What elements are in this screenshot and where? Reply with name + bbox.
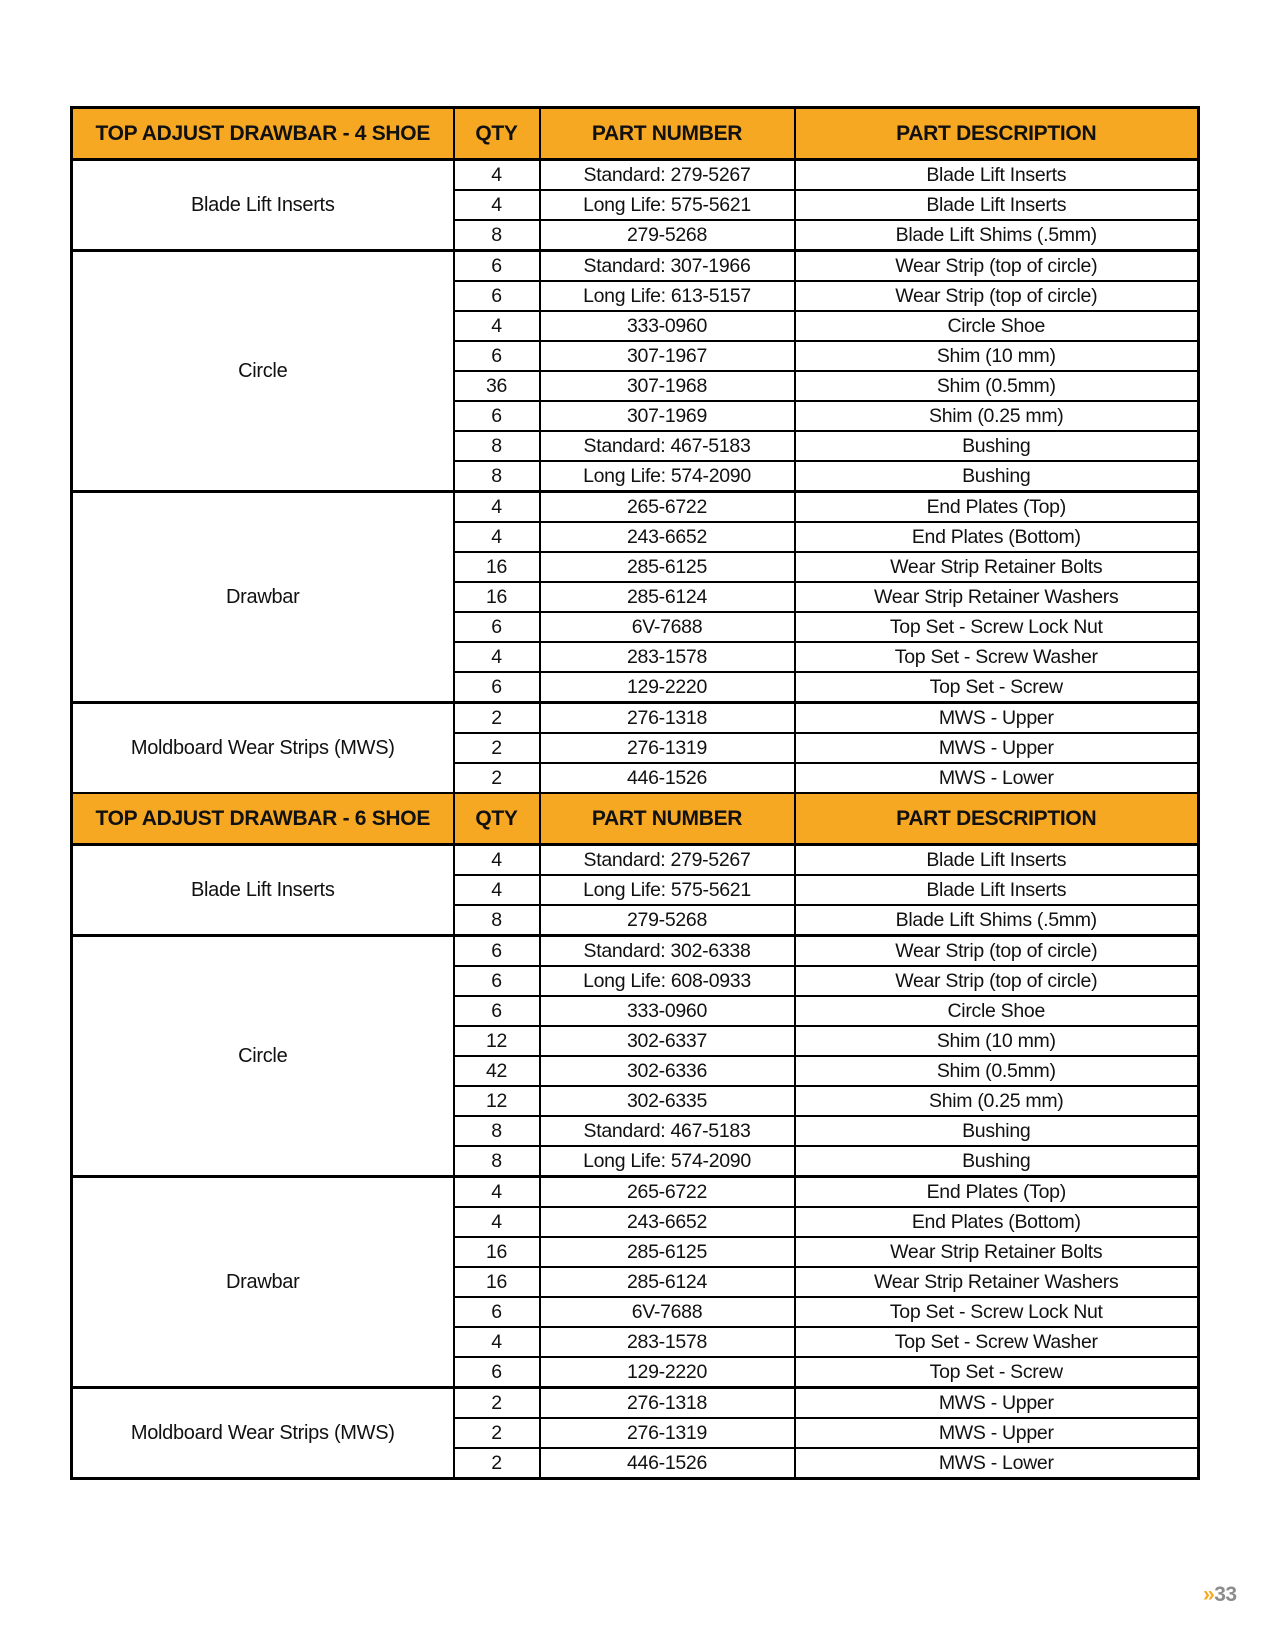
qty-cell: 6	[454, 936, 540, 967]
part-description-cell: Bushing	[795, 431, 1199, 461]
part-number-cell: 285-6125	[540, 1237, 795, 1267]
part-description-cell: Blade Lift Inserts	[795, 845, 1199, 876]
part-number-header-cell: PART NUMBER	[540, 108, 795, 160]
part-description-cell: Shim (0.25 mm)	[795, 1086, 1199, 1116]
part-description-cell: MWS - Upper	[795, 703, 1199, 734]
qty-cell: 2	[454, 733, 540, 763]
part-number-cell: 283-1578	[540, 642, 795, 672]
section-header-row	[72, 108, 1199, 160]
part-number-cell: 129-2220	[540, 672, 795, 703]
part-number-cell: 276-1318	[540, 1388, 795, 1419]
qty-cell: 8	[454, 905, 540, 936]
qty-cell: 6	[454, 281, 540, 311]
qty-cell: 6	[454, 1357, 540, 1388]
qty-cell: 2	[454, 1388, 540, 1419]
table-row	[72, 1177, 1199, 1208]
part-description-cell: MWS - Upper	[795, 733, 1199, 763]
qty-cell: 12	[454, 1086, 540, 1116]
part-number-cell: 265-6722	[540, 1177, 795, 1208]
part-number-cell: Long Life: 613-5157	[540, 281, 795, 311]
category-cell: Blade Lift Inserts	[72, 845, 454, 936]
part-description-cell: Top Set - Screw Washer	[795, 1327, 1199, 1357]
part-number-cell: Standard: 302-6338	[540, 936, 795, 967]
part-description-cell: Bushing	[795, 1116, 1199, 1146]
part-description-cell: Shim (0.25 mm)	[795, 401, 1199, 431]
category-cell: Moldboard Wear Strips (MWS)	[72, 1388, 454, 1479]
part-number-cell: Standard: 279-5267	[540, 160, 795, 191]
section-header-row	[72, 793, 1199, 845]
qty-cell: 16	[454, 552, 540, 582]
part-number-cell: 276-1319	[540, 1418, 795, 1448]
qty-cell: 6	[454, 401, 540, 431]
category-cell: Drawbar	[72, 1177, 454, 1388]
part-description-cell: End Plates (Bottom)	[795, 1207, 1199, 1237]
part-number-cell: 243-6652	[540, 1207, 795, 1237]
part-number-cell: Long Life: 575-5621	[540, 190, 795, 220]
part-description-cell: MWS - Upper	[795, 1388, 1199, 1419]
part-description-cell: MWS - Lower	[795, 1448, 1199, 1479]
qty-cell: 6	[454, 1297, 540, 1327]
table-row	[72, 936, 1199, 967]
part-number-cell: Long Life: 574-2090	[540, 461, 795, 492]
qty-cell: 6	[454, 341, 540, 371]
part-description-cell: Circle Shoe	[795, 311, 1199, 341]
chevron-right-icon: »	[1203, 1583, 1215, 1606]
category-cell: Blade Lift Inserts	[72, 160, 454, 251]
part-number-cell: 302-6336	[540, 1056, 795, 1086]
qty-cell: 6	[454, 672, 540, 703]
qty-cell: 4	[454, 1177, 540, 1208]
qty-cell: 6	[454, 966, 540, 996]
qty-cell: 6	[454, 612, 540, 642]
qty-cell: 16	[454, 1237, 540, 1267]
qty-cell: 4	[454, 875, 540, 905]
table-row	[72, 1388, 1199, 1419]
qty-cell: 4	[454, 492, 540, 523]
qty-cell: 2	[454, 703, 540, 734]
part-number-cell: Standard: 467-5183	[540, 1116, 795, 1146]
part-number-cell: 283-1578	[540, 1327, 795, 1357]
part-number-cell: 6V-7688	[540, 1297, 795, 1327]
part-number-header-cell: PART NUMBER	[540, 793, 795, 845]
part-number-cell: 285-6125	[540, 552, 795, 582]
part-description-cell: Wear Strip Retainer Bolts	[795, 552, 1199, 582]
table-row	[72, 703, 1199, 734]
part-number-cell: 307-1968	[540, 371, 795, 401]
part-description-cell: Bushing	[795, 461, 1199, 492]
part-description-cell: Wear Strip (top of circle)	[795, 281, 1199, 311]
category-cell: Circle	[72, 936, 454, 1177]
part-description-cell: Top Set - Screw Lock Nut	[795, 612, 1199, 642]
part-description-cell: Wear Strip (top of circle)	[795, 251, 1199, 282]
part-description-cell: Bushing	[795, 1146, 1199, 1177]
qty-cell: 4	[454, 522, 540, 552]
category-cell: Drawbar	[72, 492, 454, 703]
part-number-cell: Long Life: 575-5621	[540, 875, 795, 905]
qty-cell: 16	[454, 1267, 540, 1297]
qty-cell: 6	[454, 996, 540, 1026]
qty-cell: 4	[454, 845, 540, 876]
category-cell: Circle	[72, 251, 454, 492]
part-number-cell: 265-6722	[540, 492, 795, 523]
qty-cell: 8	[454, 461, 540, 492]
part-number-cell: 307-1969	[540, 401, 795, 431]
part-number-cell: 446-1526	[540, 763, 795, 793]
part-number-cell: Standard: 279-5267	[540, 845, 795, 876]
qty-cell: 8	[454, 1146, 540, 1177]
qty-cell: 16	[454, 582, 540, 612]
section-title-cell: TOP ADJUST DRAWBAR - 4 SHOE	[72, 108, 454, 160]
table-row	[72, 845, 1199, 876]
qty-cell: 2	[454, 763, 540, 793]
qty-cell: 4	[454, 160, 540, 191]
part-number-cell: 446-1526	[540, 1448, 795, 1479]
part-description-cell: Blade Lift Inserts	[795, 190, 1199, 220]
parts-table	[70, 106, 1200, 1480]
page-number	[1203, 1583, 1237, 1607]
qty-cell: 6	[454, 251, 540, 282]
part-description-cell: Blade Lift Shims (.5mm)	[795, 905, 1199, 936]
qty-header-cell: QTY	[454, 793, 540, 845]
qty-cell: 42	[454, 1056, 540, 1086]
part-description-cell: Shim (0.5mm)	[795, 1056, 1199, 1086]
page-number-value: 33	[1214, 1583, 1237, 1606]
part-description-cell: Top Set - Screw Washer	[795, 642, 1199, 672]
qty-header-cell: QTY	[454, 108, 540, 160]
qty-cell: 4	[454, 190, 540, 220]
part-description-cell: Top Set - Screw Lock Nut	[795, 1297, 1199, 1327]
part-number-cell: 243-6652	[540, 522, 795, 552]
part-description-cell: Top Set - Screw	[795, 672, 1199, 703]
part-number-cell: 276-1319	[540, 733, 795, 763]
part-description-cell: Blade Lift Shims (.5mm)	[795, 220, 1199, 251]
qty-cell: 8	[454, 220, 540, 251]
part-number-cell: Standard: 467-5183	[540, 431, 795, 461]
part-number-cell: 285-6124	[540, 1267, 795, 1297]
part-description-cell: End Plates (Bottom)	[795, 522, 1199, 552]
part-number-cell: Long Life: 574-2090	[540, 1146, 795, 1177]
part-description-cell: End Plates (Top)	[795, 492, 1199, 523]
part-description-cell: Blade Lift Inserts	[795, 160, 1199, 191]
part-description-cell: Wear Strip Retainer Bolts	[795, 1237, 1199, 1267]
part-description-cell: Wear Strip (top of circle)	[795, 936, 1199, 967]
part-description-header-cell: PART DESCRIPTION	[795, 108, 1199, 160]
category-cell: Moldboard Wear Strips (MWS)	[72, 703, 454, 794]
qty-cell: 4	[454, 642, 540, 672]
part-description-cell: Shim (10 mm)	[795, 341, 1199, 371]
part-number-cell: 279-5268	[540, 220, 795, 251]
part-description-cell: End Plates (Top)	[795, 1177, 1199, 1208]
qty-cell: 8	[454, 431, 540, 461]
part-description-cell: Wear Strip (top of circle)	[795, 966, 1199, 996]
part-number-cell: 333-0960	[540, 311, 795, 341]
part-number-cell: 307-1967	[540, 341, 795, 371]
part-number-cell: 279-5268	[540, 905, 795, 936]
part-description-cell: Wear Strip Retainer Washers	[795, 582, 1199, 612]
qty-cell: 4	[454, 1327, 540, 1357]
part-number-cell: 302-6337	[540, 1026, 795, 1056]
part-description-cell: Circle Shoe	[795, 996, 1199, 1026]
part-description-cell: Blade Lift Inserts	[795, 875, 1199, 905]
part-number-cell: 302-6335	[540, 1086, 795, 1116]
qty-cell: 2	[454, 1448, 540, 1479]
part-number-cell: 285-6124	[540, 582, 795, 612]
qty-cell: 4	[454, 1207, 540, 1237]
part-number-cell: Standard: 307-1966	[540, 251, 795, 282]
section-title-cell: TOP ADJUST DRAWBAR - 6 SHOE	[72, 793, 454, 845]
part-number-cell: Long Life: 608-0933	[540, 966, 795, 996]
part-description-cell: MWS - Upper	[795, 1418, 1199, 1448]
table-row	[72, 492, 1199, 523]
qty-cell: 12	[454, 1026, 540, 1056]
part-number-cell: 333-0960	[540, 996, 795, 1026]
table-row	[72, 251, 1199, 282]
part-number-cell: 276-1318	[540, 703, 795, 734]
part-number-cell: 129-2220	[540, 1357, 795, 1388]
qty-cell: 4	[454, 311, 540, 341]
qty-cell: 8	[454, 1116, 540, 1146]
part-number-cell: 6V-7688	[540, 612, 795, 642]
part-description-cell: Shim (10 mm)	[795, 1026, 1199, 1056]
part-description-header-cell: PART DESCRIPTION	[795, 793, 1199, 845]
part-description-cell: Shim (0.5mm)	[795, 371, 1199, 401]
part-description-cell: Top Set - Screw	[795, 1357, 1199, 1388]
table-row	[72, 160, 1199, 191]
part-description-cell: MWS - Lower	[795, 763, 1199, 793]
qty-cell: 2	[454, 1418, 540, 1448]
qty-cell: 36	[454, 371, 540, 401]
part-description-cell: Wear Strip Retainer Washers	[795, 1267, 1199, 1297]
